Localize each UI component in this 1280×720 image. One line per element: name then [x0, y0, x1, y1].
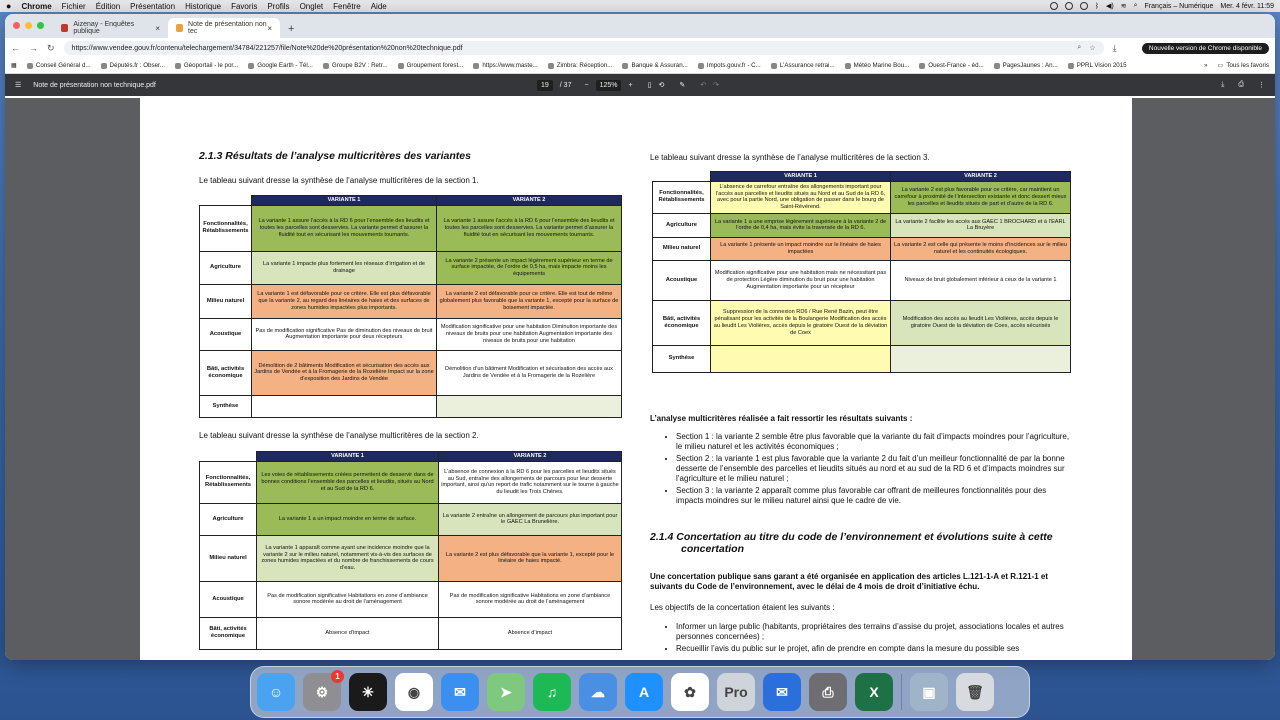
apps-icon[interactable]: ▦: [11, 62, 17, 69]
table-cell: Démolition de 2 bâtiments Modification et sécurisation des accès aux Jardins de Vendée et à la Fromagerie de la Rozelière Impact sur la zone d’exposition des Jardins de Vendée: [252, 350, 437, 395]
menu-fenetre[interactable]: Fenêtre: [333, 1, 361, 11]
bookmark-item[interactable]: PagesJaunes : An...: [994, 62, 1058, 69]
table-cell: Absence d’impact: [439, 617, 622, 649]
back-icon[interactable]: ←: [11, 43, 20, 53]
dock-photos-icon[interactable]: ✿: [671, 673, 709, 711]
table-cell: La variante 1 est défavorable pour ce critère. Elle est plus défavorable que la variante 2, au regard des linéaires de haies et des surfaces de zones humides impactées plus importants.: [252, 284, 437, 318]
minimize-window-button[interactable]: [25, 22, 32, 29]
browser-window: [5, 14, 1275, 660]
menu-presentation[interactable]: Présentation: [130, 1, 176, 11]
folder-icon: ▭: [1217, 62, 1224, 69]
objectifs-intro: Les objectifs de la concertation étaient les suivants :: [650, 603, 835, 612]
bookmark-item[interactable]: https://www.maste...: [473, 62, 537, 69]
bookmark-item[interactable]: Députés.fr : Obser...: [101, 62, 165, 69]
table-cell: Les voies de rétablissements créées permettent de desservir dans de bonnes conditions l’ensemble des parcelles et lieudits, situés au Nord et au Sud de la RD 6.: [257, 461, 439, 503]
dock-chrome-icon[interactable]: ◉: [395, 673, 433, 711]
page-total: / 37: [559, 81, 572, 89]
pdf-page: [140, 98, 1132, 660]
undo-icon[interactable]: ↶: [700, 82, 707, 89]
row-label: Milieu naturel: [653, 237, 711, 260]
table-section-2: [199, 451, 622, 650]
wifi-icon[interactable]: ≋: [1120, 3, 1127, 10]
download-icon[interactable]: ⤓: [1112, 42, 1117, 53]
row-label: Acoustique: [200, 318, 252, 350]
header-variante-2: VARIANTE 2: [439, 452, 622, 462]
apple-icon[interactable]: ●: [6, 1, 12, 11]
menu-fichier[interactable]: Fichier: [61, 1, 86, 11]
bookmark-item[interactable]: Ouest-France - éd...: [919, 62, 983, 69]
results-title: L’analyse multicritères réalisée a fait ressortir les résultats suivants :: [650, 414, 913, 423]
table-cell: Modification significative pour une habitation mais ne nécessitant pas de protection Légère diminution du bruit pour une habitation Augmentation importante pour un récepteur: [711, 260, 891, 300]
tab-note-presentation[interactable]: [168, 18, 280, 38]
table-cell: La variante 2 est plus favorable pour ce critère, car maintient un carrefour à proximité de l’intersection existante et donc dessert mieux les parcelles et lieudits situés de part et d’autre de la RD 6.: [891, 181, 1071, 213]
table-cell: Modification significative pour une habitation Diminution importante des niveaux de bruits pour une habitation Augmentation importante des niveaux de bruits pour une habitation: [437, 318, 622, 350]
results-item: • Section 3 : la variante 2 apparaît comme plus favorable car offrant de meilleures fonctionnalités pour des impacts moindres sur le milieu naturel ainsi que le cadre de vie.: [676, 486, 1074, 506]
row-label: Synthèse: [200, 395, 252, 417]
bookmark-item[interactable]: Géoportail - le por...: [175, 62, 238, 69]
section-heading-2-1-3: 2.1.3 Résultats de l’analyse multicritères des variantes: [199, 150, 471, 162]
dock-app-store-icon[interactable]: A: [625, 673, 663, 711]
table-cell: Modification des accès au lieudit Les Violières, accès depuis le giratoire Ouest de la déviation de Coex, accès sécurisés: [891, 300, 1071, 345]
table-cell: La variante 1 a une emprise légèrement supérieure à la variante 2 de l’ordre de 0,4 ha, mais évite la traversée de la RD 6.: [711, 213, 891, 237]
intro-section-3: Le tableau suivant dresse la synthèse de l’analyse multicritères de la section 3.: [650, 153, 930, 162]
results-item: • Section 1 : la variante 2 semble être plus favorable que la variante du fait d’impacts moindres pour l’agriculture, le milieu naturel et les activités économiques ;: [676, 432, 1074, 452]
table-header-blank: [200, 452, 257, 462]
page-number-input[interactable]: 19: [537, 80, 553, 91]
dock-spotify-icon[interactable]: ♫: [533, 673, 571, 711]
dock-preview-icon[interactable]: ▣: [910, 673, 948, 711]
table-cell: La variante 2 facilite les accès aux GAEC 1 BROCHARD et à l’EARL La Bruyère: [891, 213, 1071, 237]
table-cell: Suppression de la connexion RD6 / Rue René Bazin, peut être pénalisant pour les activités de la Boulangerie Modification des accès au lieudit Les Violières, accès depuis le giratoire Ouest de la déviation de Coex: [711, 300, 891, 345]
status-icon-2[interactable]: [1065, 2, 1073, 10]
status-icon-1[interactable]: [1050, 2, 1058, 10]
annotate-icon[interactable]: ✎: [679, 82, 686, 89]
header-variante-1: VARIANTE 1: [257, 452, 439, 462]
tab-label: Note de présentation non tec: [188, 21, 267, 35]
table-cell: La variante 2 présente un impact légèrement supérieur en terme de surface impactée, de l’ordre de 0,5 ha, mais impacte moins les équipements: [437, 251, 622, 284]
table-cell: [437, 395, 622, 417]
menu-bar: [0, 0, 1280, 12]
row-label: Milieu naturel: [200, 535, 257, 581]
results-list: [650, 432, 1074, 508]
dock-maps-icon[interactable]: ➤: [487, 673, 525, 711]
update-chrome-button[interactable]: Nouvelle version de Chrome disponible: [1142, 43, 1269, 54]
pdf-toolbar: [5, 74, 1275, 96]
dock-settings-icon[interactable]: ⚙ 1: [303, 673, 341, 711]
heading-line: 2.1.4 Concertation au titre du code de l’environnement et évolutions suite à cette: [650, 531, 1053, 543]
table-cell: La variante 1 a un impact moindre en terme de surface.: [257, 503, 439, 535]
tab-bar: [5, 14, 1275, 38]
table-cell: La variante 2 est celle qui présente le moins d’incidences sur le milieu naturel et les continuités écologiques.: [891, 237, 1071, 260]
row-label: Agriculture: [200, 503, 257, 535]
row-label: Synthèse: [653, 345, 711, 372]
bookmark-item[interactable]: Météo Marine Bou...: [845, 62, 910, 69]
bookmark-item[interactable]: Google Earth - Tél...: [248, 62, 313, 69]
row-label: Acoustique: [200, 581, 257, 617]
dock-thunderbird-icon[interactable]: ✉: [763, 673, 801, 711]
row-label: Fonctionnalités, Rétablissements: [200, 205, 252, 251]
bluetooth-icon[interactable]: ᛒ: [1094, 2, 1100, 10]
objectifs-item: • Informer un large public (habitants, propriétaires des terrains d’assise du projet, associations locales et autres personnes concernées) ;: [676, 622, 1074, 642]
row-label: Fonctionnalités, Rétablissements: [653, 181, 711, 213]
table-cell: La variante 1 assure l’accès à la RD 6 pour l’ensemble des lieudits et toutes les parcelles sont desservies. La variante permet d’assurer la fluidité tout en sécurisant les mouvements tournants.: [252, 205, 437, 251]
status-icon-3[interactable]: [1080, 2, 1088, 10]
table-cell: Pas de modification significative Pas de diminution des niveaux de bruit Augmentation importante pour deux récepteurs: [252, 318, 437, 350]
row-label: Acoustique: [653, 260, 711, 300]
redo-icon[interactable]: ↷: [713, 82, 719, 89]
zoom-in-icon[interactable]: +: [628, 81, 633, 89]
row-label: Agriculture: [653, 213, 711, 237]
row-label: Fonctionnalités, Rétablissements: [200, 461, 257, 503]
table-cell: Absence d’impact: [257, 617, 439, 649]
table-cell: Niveaux de bruit globalement inférieur à ceux de la variante 1: [891, 260, 1071, 300]
dock-printer-icon[interactable]: ⎙: [809, 673, 847, 711]
table-cell: L’absence de connexion à la RD 6 pour les parcelles et lieudits situés au Sud, entraîne des allongements de parcours pour leur desserte important, ainsi qu’un report de trafic notamment sur le tourne à gauche du lieudit les Trois Chênes.: [439, 461, 622, 503]
row-label: Bâti, activités économique: [200, 350, 252, 395]
header-variante-1: VARIANTE 1: [252, 196, 437, 206]
bookmark-item[interactable]: L'Assurance retrai...: [771, 62, 835, 69]
clock[interactable]: Mer. 4 févr. 11:59: [1220, 2, 1274, 10]
dock-mail-icon[interactable]: ✉: [441, 673, 479, 711]
table-cell: La variante 2 est plus défavorable que la variante 1, excepté pour le linéaire de haies impacté.: [439, 535, 622, 581]
forward-icon[interactable]: →: [29, 43, 38, 53]
menu-favoris[interactable]: Favoris: [231, 1, 258, 11]
dock-trash-icon[interactable]: 🗑: [956, 673, 994, 711]
menu-historique[interactable]: Historique: [185, 1, 222, 11]
concertation-paragraph: Une concertation publique sans garant a été organisée en application des articles L.121-1-A et R.121-1 et suivants du Code de l’environnement, avec le délai de 4 mois de droit d’initiative échu.: [650, 572, 1049, 592]
table-cell: Démolition d’un bâtiment Modification et sécurisation des accès aux Jardins de Vendée et à la Fromagerie de la Rozelière: [437, 350, 622, 395]
close-window-button[interactable]: [13, 22, 20, 29]
search-icon[interactable]: ⌕: [1133, 2, 1138, 9]
bookmark-star-icon[interactable]: ☆: [1089, 45, 1096, 52]
table-section-3: [652, 171, 1071, 373]
zoom-icon[interactable]: ⌕: [1077, 44, 1082, 51]
pdf-title: Note de présentation non technique.pdf: [33, 81, 156, 89]
dock-pro-app-icon[interactable]: Pro: [717, 673, 755, 711]
menu-icon[interactable]: ☰: [15, 82, 22, 89]
menu-profils[interactable]: Profils: [267, 1, 290, 11]
zoom-out-icon[interactable]: −: [584, 81, 589, 89]
dock-excel-icon[interactable]: X: [855, 673, 893, 711]
header-variante-1: VARIANTE 1: [711, 172, 891, 182]
bookmarks-bar: [5, 58, 1275, 74]
row-label: Bâti, activités économique: [653, 300, 711, 345]
close-tab-icon[interactable]: ×: [267, 23, 272, 33]
dock-finder-icon[interactable]: ☺: [257, 673, 295, 711]
new-tab-button[interactable]: +: [288, 23, 295, 35]
table-section-1: [199, 195, 622, 418]
header-variante-2: VARIANTE 2: [891, 172, 1071, 182]
row-label: Milieu naturel: [200, 284, 252, 318]
objectifs-list: [650, 622, 1074, 656]
tab-favicon: [61, 24, 68, 32]
table-cell: La variante 1 impacte plus fortement les réseaux d’irrigation et de drainage: [252, 251, 437, 284]
print-icon[interactable]: ⎙: [1238, 81, 1244, 88]
table-cell: La variante 2 entraîne un allongement de parcours plus important pour le GAEC La Brunelière.: [439, 503, 622, 535]
results-item: • Section 2 : la variante 1 est plus favorable que la variante 2 du fait d’un meilleur fonctionnalité de par la bonne desserte de l’ensemble des parcelles et lieudits situés au nord et au sud de la RD 6 et d’impacts moindres sur l’agriculture et le milieu naturel ;: [676, 454, 1074, 484]
dock-weather-icon[interactable]: ☁: [579, 673, 617, 711]
bookmarks-more-button[interactable]: »: [1204, 62, 1208, 69]
tab-label: Aizenay - Enquêtes publique: [73, 21, 135, 35]
reload-icon[interactable]: ↻: [47, 42, 55, 53]
fit-page-icon[interactable]: ▯: [647, 82, 652, 89]
row-label: Agriculture: [200, 251, 252, 284]
table-cell: L’absence de carrefour entraîne des allongements important pour l’accès aux parcelles et lieudits situés au Nord et au Sud de la RD 6, avec pour la partie Nord, une obligation de passer dans le bourg de Saint-Révérend.: [711, 181, 891, 213]
more-options-icon[interactable]: ⋮: [1258, 82, 1265, 89]
objectifs-item: • Recueillir l’avis du public sur le projet, afin de prendre en compte dans la mesure du possible ses: [676, 644, 1074, 654]
bookmark-item[interactable]: Banque & Assuran...: [622, 62, 687, 69]
volume-icon[interactable]: ◀): [1106, 3, 1114, 10]
table-cell: La variante 1 présente un impact moindre sur le linéaire de haies impactées: [711, 237, 891, 260]
row-label: Bâti, activités économique: [200, 617, 257, 649]
heading-line: concertation: [681, 543, 745, 555]
menu-aide[interactable]: Aide: [370, 1, 387, 11]
section-heading-2-1-4: [650, 531, 1053, 555]
bookmark-item[interactable]: Groupement forest...: [398, 62, 464, 69]
menu-app[interactable]: Chrome: [21, 1, 52, 11]
bookmark-item[interactable]: Groupe B2V : Retr...: [323, 62, 388, 69]
window-controls: [13, 22, 44, 29]
bookmark-item[interactable]: Impots.gouv.fr - C...: [698, 62, 761, 69]
table-cell: La variante 1 apparaît comme ayant une incidence moindre que la variante 2 sur le milieu naturel, notamment vis-à-vis des surfaces de zones humides impactées et du nombre de franchissements de cours d’eau.: [257, 535, 439, 581]
dock-separator: [901, 674, 902, 710]
table-cell: [252, 395, 437, 417]
intro-section-2: Le tableau suivant dresse la synthèse de l’analyse multicritères de la section 2.: [199, 431, 479, 440]
bookmark-item[interactable]: Zimbra: Réception...: [548, 62, 613, 69]
menu-edition[interactable]: Édition: [95, 1, 121, 11]
table-cell: Pas de modification significative Habitations en zone d’ambiance sonore modérée au droit de l’aménagement: [257, 581, 439, 617]
dock: [250, 666, 1030, 718]
intro-section-1: Le tableau suivant dresse la synthèse de l’analyse multicritères de la section 1.: [199, 176, 479, 185]
download-pdf-icon[interactable]: ⤓: [1221, 81, 1225, 88]
notification-badge: 1: [331, 670, 344, 683]
table-cell: La variante 1 assure l’accès à la RD 6 pour l’ensemble des lieudits et toutes les parcelles sont desservies. La variante permet d’assurer la fluidité tout en sécurisant les mouvements tournants.: [437, 205, 622, 251]
table-cell: [891, 345, 1071, 372]
rotate-icon[interactable]: ⟲: [658, 82, 665, 89]
input-source[interactable]: Français – Numérique: [1144, 2, 1214, 10]
tab-favicon: [176, 24, 183, 32]
tab-aizenay[interactable]: [53, 18, 168, 38]
table-cell: La variante 2 est défavorable pour ce critère. Elle est tout de même globalement plus favorable que la variante 1, excepté pour la surface de boisement impactée.: [437, 284, 622, 318]
url-field[interactable]: [64, 41, 1104, 55]
header-variante-2: VARIANTE 2: [437, 196, 622, 206]
table-header-blank: [653, 172, 711, 182]
url-text: https://www.vendee.gouv.fr/contenu/telechargement/34784/221257/file/Note%20de%20présentation%20non%20technique.pdf: [71, 44, 463, 52]
table-cell: [711, 345, 891, 372]
table-cell: Pas de modification significative Habitations en zone d’ambiance sonore modérée au droit de l’aménagement: [439, 581, 622, 617]
close-tab-icon[interactable]: ×: [155, 23, 160, 33]
all-bookmarks-button[interactable]: ▭ Tous les favoris: [1217, 62, 1269, 69]
address-bar-row: [5, 38, 1275, 58]
zoom-window-button[interactable]: [37, 22, 44, 29]
dock-perplexity-icon[interactable]: ✳: [349, 673, 387, 711]
bookmark-item[interactable]: Conseil Général d...: [27, 62, 91, 69]
pdf-viewer[interactable]: [5, 98, 1275, 660]
zoom-level-input[interactable]: 125%: [596, 80, 622, 91]
menu-onglet[interactable]: Onglet: [299, 1, 324, 11]
bookmark-item[interactable]: PPRL Vision 2015: [1068, 62, 1127, 69]
table-header-blank: [200, 196, 252, 206]
